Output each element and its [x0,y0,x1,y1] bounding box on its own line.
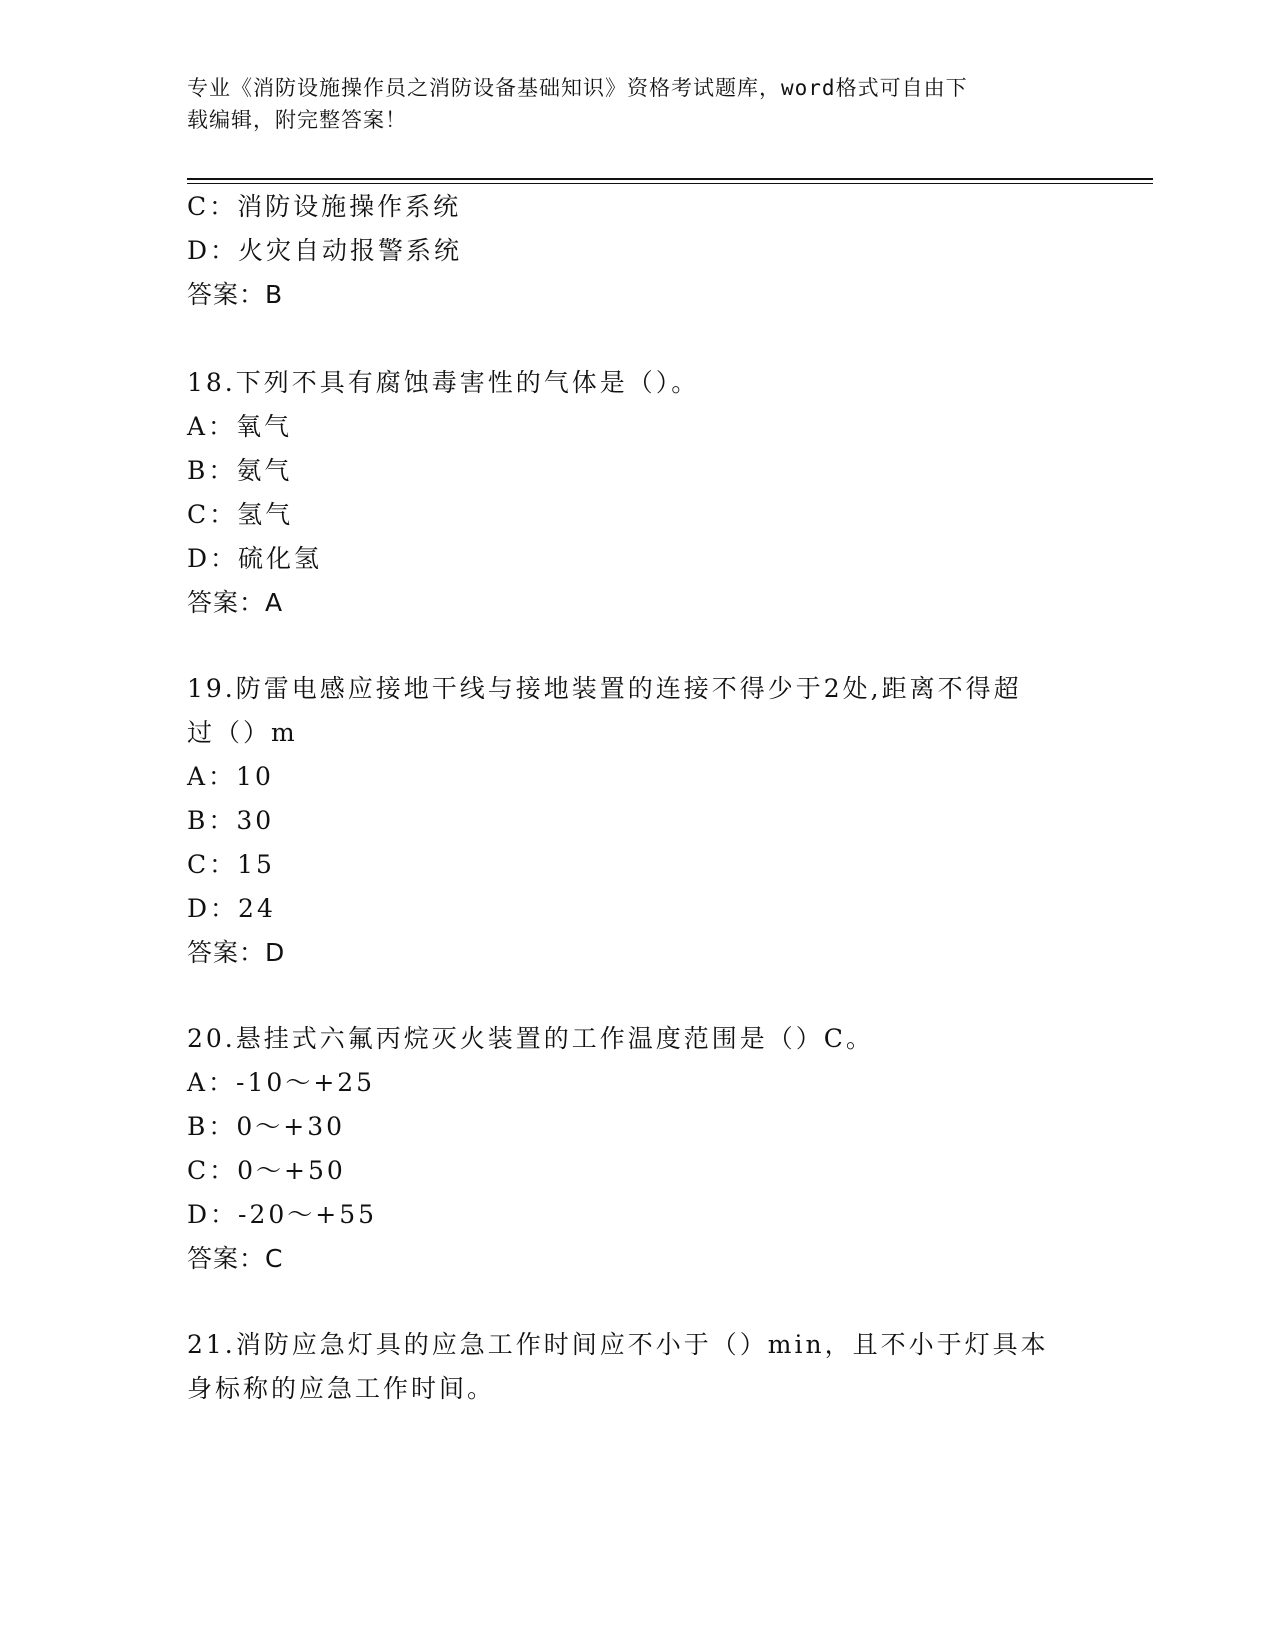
question-stem: 19.防雷电感应接地干线与接地装置的连接不得少于2处,距离不得超 [187,674,1022,703]
header-divider-thick [187,178,1153,180]
option-b: B：0～+30 [187,1112,346,1141]
answer-text: 答案：A [187,588,284,617]
question-stem-continued: 身标称的应急工作时间。 [187,1374,496,1403]
option-c: C：0～+50 [187,1156,346,1185]
header-line-2: 载编辑，附完整答案！ [187,108,407,132]
option-a: A：氧气 [187,412,293,441]
header-divider-thin [187,183,1153,184]
option-c: C：消防设施操作系统 [187,192,462,221]
question-stem: 18.下列不具有腐蚀毒害性的气体是（）。 [187,368,700,397]
answer-text: 答案：D [187,938,286,967]
header-line-1: 专业《消防设施操作员之消防设备基础知识》资格考试题库，word格式可自由下 [187,76,968,100]
document-header [187,72,1067,136]
option-c: C：氢气 [187,500,294,529]
option-d: D：火灾自动报警系统 [187,236,463,265]
answer-text: 答案：C [187,1244,284,1273]
option-c: C：15 [187,850,275,879]
option-a: A：-10～+25 [187,1068,376,1097]
option-b: B：氨气 [187,456,293,485]
question-stem: 21.消防应急灯具的应急工作时间应不小于（）min，且不小于灯具本 [187,1330,1049,1359]
question-stem-continued: 过（）m [187,718,298,747]
option-b: B：30 [187,806,275,835]
option-d: D：24 [187,894,276,923]
answer-text: 答案：B [187,280,284,309]
option-d: D：硫化氢 [187,544,323,573]
option-d: D：-20～+55 [187,1200,378,1229]
question-stem: 20.悬挂式六氟丙烷灭火装置的工作温度范围是（）C。 [187,1024,874,1053]
option-a: A：10 [187,762,274,791]
